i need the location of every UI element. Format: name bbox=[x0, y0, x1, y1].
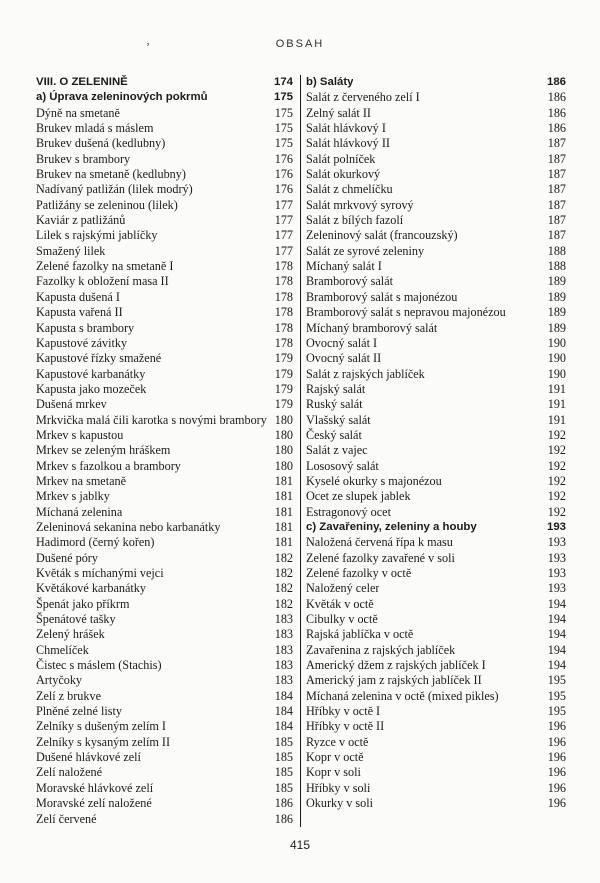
toc-entry-page: 183 bbox=[274, 673, 293, 688]
toc-entry bbox=[36, 704, 293, 719]
toc-entry bbox=[306, 336, 566, 351]
toc-entry bbox=[36, 643, 293, 658]
toc-entry-title: Chmelíček bbox=[36, 642, 89, 657]
toc-entry-page: 186 bbox=[274, 811, 293, 826]
toc-entry-page: 187 bbox=[547, 151, 566, 166]
toc-entry bbox=[36, 106, 293, 121]
toc-entry bbox=[36, 305, 293, 320]
toc-entry bbox=[306, 259, 566, 274]
toc-entry-page: 185 bbox=[274, 765, 293, 780]
toc-entry-title: Hříbky v octě I bbox=[306, 704, 381, 719]
toc-entry-title: Mrkev se zeleným hráškem bbox=[36, 443, 171, 458]
toc-entry-title: Mrkev s jablky bbox=[36, 489, 110, 504]
toc-entry-page: 175 bbox=[273, 91, 293, 104]
toc-entry-page: 189 bbox=[547, 274, 566, 289]
toc-entry-page: 194 bbox=[547, 596, 566, 611]
toc-entry-title: Moravské zelí naložené bbox=[36, 796, 152, 811]
toc-entry-title: Dušená mrkev bbox=[36, 397, 107, 412]
toc-entry bbox=[306, 566, 566, 581]
toc-entry bbox=[306, 735, 566, 750]
toc-right-column bbox=[301, 75, 566, 827]
toc-entry-title: Salát z bílých fazolí bbox=[306, 213, 404, 228]
toc-entry-title: Květákové karbanátky bbox=[36, 581, 146, 596]
toc-entry-page: 189 bbox=[547, 289, 566, 304]
toc-entry-title: Zelené fazolky v octě bbox=[306, 566, 412, 580]
toc-entry bbox=[306, 413, 566, 428]
toc-entry bbox=[306, 397, 566, 412]
toc-entry-title: Kapustové karbanátky bbox=[36, 366, 146, 381]
toc-section-heading bbox=[36, 90, 293, 105]
toc-entry-page: 182 bbox=[274, 550, 293, 565]
toc-entry-page: 183 bbox=[274, 658, 293, 673]
toc-entry-title: Bramborový salát s majonézou bbox=[306, 289, 458, 304]
toc-entry-page: 186 bbox=[547, 105, 566, 120]
toc-entry-title: Salát z chmelíčku bbox=[306, 182, 393, 197]
toc-entry-title: Rajská jablíčka v octě bbox=[306, 627, 414, 642]
toc-entry-page: 177 bbox=[274, 228, 293, 243]
toc-entry-title: Brukev mladá s máslem bbox=[36, 121, 154, 136]
toc-entry bbox=[36, 520, 293, 535]
toc-entry-title: Mrkev s fazolkou a brambory bbox=[36, 458, 181, 473]
toc-entry-page: 181 bbox=[274, 535, 293, 550]
toc-entry-page: 188 bbox=[547, 243, 566, 258]
toc-section-heading bbox=[306, 520, 566, 535]
toc-entry bbox=[306, 213, 566, 228]
toc-entry-page: 179 bbox=[274, 366, 293, 381]
toc-entry bbox=[306, 704, 566, 719]
toc-entry-title: Ovocný salát I bbox=[306, 335, 378, 350]
toc-entry-title: Bramborový salát s nepravou majonézou bbox=[306, 305, 506, 320]
toc-entry-title: Salát z vajec bbox=[306, 443, 368, 458]
toc-entry-page: 193 bbox=[547, 581, 566, 596]
page-number: 415 bbox=[289, 838, 311, 852]
toc-entry-title: b) Saláty bbox=[306, 76, 354, 88]
toc-entry-title: Americký jam z rajských jablíček II bbox=[306, 673, 482, 688]
toc-entry-page: 182 bbox=[274, 581, 293, 596]
toc-entry-title: Salát ze syrové zeleniny bbox=[306, 243, 425, 258]
toc-entry bbox=[36, 351, 293, 366]
toc-entry bbox=[306, 581, 566, 596]
toc-entry-title: Moravské hlávkové zelí bbox=[36, 780, 154, 795]
toc-entry-page: 176 bbox=[274, 151, 293, 166]
toc-entry bbox=[306, 658, 566, 673]
toc-entry-title: Plněné zelné listy bbox=[36, 704, 122, 719]
toc-entry-page: 177 bbox=[274, 243, 293, 258]
toc-entry bbox=[36, 796, 293, 811]
toc-entry bbox=[36, 505, 293, 520]
toc-entry bbox=[306, 765, 566, 780]
toc-entry bbox=[306, 719, 566, 734]
toc-entry-page: 179 bbox=[274, 351, 293, 366]
toc-entry bbox=[36, 658, 293, 673]
toc-entry bbox=[306, 428, 566, 443]
toc-entry-page: 187 bbox=[547, 167, 566, 182]
toc-entry bbox=[36, 765, 293, 780]
ink-mark: ʼ bbox=[146, 40, 150, 54]
toc-entry-page: 196 bbox=[547, 796, 566, 811]
toc-entry-page: 183 bbox=[274, 642, 293, 657]
toc-entry bbox=[306, 612, 566, 627]
toc-entry-title: Špenát jako příkrm bbox=[36, 596, 130, 611]
toc-entry-title: Brukev na smetaně (kedlubny) bbox=[36, 167, 186, 182]
toc-entry-page: 189 bbox=[547, 320, 566, 335]
toc-entry bbox=[306, 351, 566, 366]
toc-entry-page: 185 bbox=[274, 780, 293, 795]
toc-entry-title: Bramborový salát bbox=[306, 274, 393, 289]
toc-entry bbox=[36, 198, 293, 213]
toc-entry bbox=[306, 597, 566, 612]
toc-entry bbox=[36, 612, 293, 627]
toc-entry-title: Zavařenina z rajských jablíček bbox=[306, 642, 456, 657]
toc-entry bbox=[306, 198, 566, 213]
toc-entry-page: 194 bbox=[547, 612, 566, 627]
toc-entry-page: 178 bbox=[274, 305, 293, 320]
toc-entry bbox=[36, 735, 293, 750]
toc-entry-title: VIII. O ZELENINĚ bbox=[36, 76, 128, 88]
toc-entry-page: 178 bbox=[274, 274, 293, 289]
toc-entry-page: 180 bbox=[274, 412, 293, 427]
toc-entry bbox=[36, 367, 293, 382]
toc-entry bbox=[36, 121, 293, 136]
toc-entry-title: Kopr v octě bbox=[306, 750, 364, 765]
toc-entry-page: 194 bbox=[547, 658, 566, 673]
toc-entry-title: Zelené fazolky na smetaně I bbox=[36, 259, 174, 274]
toc-entry-page: 187 bbox=[547, 213, 566, 228]
toc-entry-title: Dušené hlávkové zelí bbox=[36, 750, 141, 765]
toc-entry-page: 193 bbox=[547, 535, 566, 550]
toc-entry-title: Míchaná zelenina bbox=[36, 504, 123, 519]
toc-entry bbox=[36, 152, 293, 167]
toc-entry bbox=[36, 228, 293, 243]
toc-entry-title: Čistec s máslem (Stachis) bbox=[36, 658, 162, 673]
toc-entry-title: Květák s míchanými vejci bbox=[36, 566, 164, 580]
toc-entry-page: 192 bbox=[547, 443, 566, 458]
toc-entry-page: 194 bbox=[547, 642, 566, 657]
toc-entry-page: 175 bbox=[274, 105, 293, 120]
toc-entry-title: Nadívaný patližán (lilek modrý) bbox=[36, 182, 193, 197]
toc-entry-page: 182 bbox=[274, 566, 293, 580]
toc-entry-page: 192 bbox=[547, 458, 566, 473]
toc-entry-page: 196 bbox=[547, 765, 566, 780]
toc-entry-title: Salát z červeného zelí I bbox=[306, 90, 420, 105]
toc-entry bbox=[306, 459, 566, 474]
toc-entry-page: 192 bbox=[547, 473, 566, 488]
toc-entry bbox=[36, 259, 293, 274]
toc-entry-title: Kapustové řízky smažené bbox=[36, 351, 162, 366]
toc-entry-title: Míchaná zelenina v octě (mixed pikles) bbox=[306, 688, 499, 703]
toc-entry-title: Vlašský salát bbox=[306, 412, 371, 427]
toc-entry-page: 192 bbox=[547, 489, 566, 504]
toc-entry bbox=[306, 182, 566, 197]
toc-entry bbox=[306, 290, 566, 305]
toc-entry bbox=[306, 136, 566, 151]
toc-entry-page: 185 bbox=[274, 750, 293, 765]
toc-entry bbox=[306, 167, 566, 182]
toc-entry-title: Smažený lilek bbox=[36, 243, 106, 258]
toc-entry bbox=[36, 489, 293, 504]
toc-entry-title: Salát okurkový bbox=[306, 167, 381, 182]
toc-entry-page: 196 bbox=[547, 734, 566, 749]
toc-entry-title: Kopr v soli bbox=[306, 765, 361, 780]
toc-entry-page: 175 bbox=[274, 136, 293, 151]
toc-entry-page: 196 bbox=[547, 750, 566, 765]
toc-entry-title: Mrkvička malá čili karotka s novými brambory bbox=[36, 412, 267, 427]
toc-entry bbox=[306, 643, 566, 658]
toc-entry-page: 186 bbox=[274, 796, 293, 811]
toc-entry-title: Kapusta dušená I bbox=[36, 289, 120, 304]
toc-entry-page: 191 bbox=[547, 412, 566, 427]
toc-entry bbox=[36, 673, 293, 688]
toc-entry-title: Estragonový ocet bbox=[306, 504, 391, 519]
toc-entry-title: Salát polníček bbox=[306, 151, 376, 166]
toc-entry-title: Ruský salát bbox=[306, 397, 363, 412]
toc-entry bbox=[36, 535, 293, 550]
toc-entry bbox=[306, 382, 566, 397]
toc-entry-page: 186 bbox=[547, 121, 566, 136]
toc-entry-title: Rajský salát bbox=[306, 381, 366, 396]
toc-entry-title: Salát mrkvový syrový bbox=[306, 197, 414, 212]
toc-entry-title: Dýně na smetaně bbox=[36, 105, 120, 120]
toc-entry bbox=[306, 750, 566, 765]
toc-entry-title: Květák v octě bbox=[306, 596, 374, 611]
toc-entry bbox=[36, 581, 293, 596]
toc-entry-page: 174 bbox=[273, 76, 293, 88]
toc-entry-page: 181 bbox=[274, 504, 293, 519]
toc-entry-page: 191 bbox=[547, 397, 566, 412]
toc-entry bbox=[306, 90, 566, 105]
toc-entry-title: Cibulky v octě bbox=[306, 612, 378, 627]
toc-entry-title: Zelené fazolky zavařené v soli bbox=[306, 550, 455, 565]
toc-entry-title: Kapusta jako mozeček bbox=[36, 381, 147, 396]
toc-entry bbox=[36, 413, 293, 428]
toc-entry-page: 190 bbox=[547, 351, 566, 366]
toc-entry bbox=[306, 627, 566, 642]
toc-entry-page: 187 bbox=[547, 228, 566, 243]
toc-entry-page: 181 bbox=[274, 519, 293, 534]
toc-entry-title: Špenátové tašky bbox=[36, 612, 116, 627]
toc-entry bbox=[306, 121, 566, 136]
toc-entry bbox=[36, 597, 293, 612]
page-header-title: OBSAH bbox=[275, 38, 325, 50]
toc-entry-page: 186 bbox=[546, 76, 566, 88]
toc-entry-title: Brukev dušená (kedlubny) bbox=[36, 136, 166, 151]
toc-entry bbox=[36, 781, 293, 796]
toc-entry bbox=[36, 459, 293, 474]
toc-entry-page: 178 bbox=[274, 320, 293, 335]
toc-entry-title: Kaviár z patližánů bbox=[36, 213, 126, 228]
toc-entry-page: 192 bbox=[547, 427, 566, 442]
toc-entry bbox=[306, 551, 566, 566]
toc-entry-title: Kyselé okurky s majonézou bbox=[306, 473, 442, 488]
toc-entry-page: 178 bbox=[274, 335, 293, 350]
toc-entry-title: Kapusta vařená II bbox=[36, 305, 123, 320]
toc-entry-page: 186 bbox=[547, 90, 566, 105]
toc-entry-page: 183 bbox=[274, 627, 293, 642]
toc-entry-page: 180 bbox=[274, 427, 293, 442]
toc-entry bbox=[306, 367, 566, 382]
toc-entry bbox=[36, 443, 293, 458]
toc-entry bbox=[306, 305, 566, 320]
toc-entry bbox=[306, 689, 566, 704]
toc-entry-page: 178 bbox=[274, 259, 293, 274]
toc-entry bbox=[36, 689, 293, 704]
toc-entry-page: 180 bbox=[274, 443, 293, 458]
toc-entry bbox=[36, 182, 293, 197]
toc-entry bbox=[306, 274, 566, 289]
toc-entry bbox=[306, 535, 566, 550]
toc-entry bbox=[36, 428, 293, 443]
toc-entry bbox=[306, 321, 566, 336]
toc-entry-page: 193 bbox=[547, 550, 566, 565]
toc-entry bbox=[36, 627, 293, 642]
toc-entry bbox=[36, 136, 293, 151]
toc-entry-title: Míchaný bramborový salát bbox=[306, 320, 438, 335]
toc-entry-page: 177 bbox=[274, 197, 293, 212]
toc-entry bbox=[36, 474, 293, 489]
toc-entry-page: 175 bbox=[274, 121, 293, 136]
toc-entry bbox=[36, 321, 293, 336]
toc-entry-title: Ryzce v octě bbox=[306, 734, 369, 749]
toc-entry bbox=[306, 244, 566, 259]
toc-entry bbox=[36, 719, 293, 734]
toc-entry-title: Brukev s brambory bbox=[36, 151, 131, 166]
toc-entry-page: 188 bbox=[547, 259, 566, 274]
toc-entry bbox=[306, 474, 566, 489]
toc-entry bbox=[36, 750, 293, 765]
toc-entry-title: c) Zavařeniny, zeleniny a houby bbox=[306, 520, 477, 533]
toc-entry-page: 187 bbox=[547, 136, 566, 151]
toc-entry-title: Naložená červená řípa k masu bbox=[306, 535, 453, 550]
toc-entry-page: 184 bbox=[274, 719, 293, 734]
toc-entry-page: 181 bbox=[274, 473, 293, 488]
toc-entry bbox=[36, 551, 293, 566]
toc-entry-page: 177 bbox=[274, 213, 293, 228]
toc-entry-title: Hříbky v octě II bbox=[306, 719, 385, 734]
toc-entry-title: Zelí naložené bbox=[36, 765, 102, 780]
toc-entry-title: Ovocný salát II bbox=[306, 351, 382, 366]
toc-entry-page: 187 bbox=[547, 197, 566, 212]
toc-section-heading bbox=[306, 75, 566, 90]
toc-entry-page: 182 bbox=[274, 596, 293, 611]
toc-entry-title: Zelníky s dušeným zelím I bbox=[36, 719, 166, 734]
toc-entry bbox=[36, 566, 293, 581]
toc-entry bbox=[306, 796, 566, 811]
toc-entry bbox=[306, 152, 566, 167]
toc-entry-title: Dušené póry bbox=[36, 550, 98, 565]
toc-entry bbox=[306, 106, 566, 121]
toc-entry-page: 191 bbox=[547, 381, 566, 396]
toc-entry bbox=[36, 244, 293, 259]
toc-entry-title: Mrkev s kapustou bbox=[36, 427, 124, 442]
toc-entry-title: Salát z rajských jablíček bbox=[306, 366, 425, 381]
table-of-contents bbox=[36, 75, 567, 827]
toc-entry bbox=[36, 812, 293, 827]
toc-entry bbox=[306, 781, 566, 796]
toc-entry bbox=[36, 397, 293, 412]
toc-entry-page: 189 bbox=[547, 305, 566, 320]
toc-entry bbox=[306, 505, 566, 520]
toc-entry-title: Český salát bbox=[306, 427, 362, 442]
toc-entry-title: Salát hlávkový II bbox=[306, 136, 390, 151]
toc-entry bbox=[306, 228, 566, 243]
toc-entry bbox=[36, 290, 293, 305]
toc-entry-page: 184 bbox=[274, 704, 293, 719]
toc-entry bbox=[306, 443, 566, 458]
toc-entry-title: Zelníky s kysaným zelím II bbox=[36, 734, 171, 749]
toc-entry-title: a) Úprava zeleninových pokrmů bbox=[36, 91, 208, 104]
toc-entry-page: 176 bbox=[274, 182, 293, 197]
toc-entry-title: Hadimord (černý kořen) bbox=[36, 535, 155, 550]
toc-entry-page: 196 bbox=[547, 719, 566, 734]
toc-entry-title: Artyčoky bbox=[36, 673, 83, 688]
toc-entry-page: 176 bbox=[274, 167, 293, 182]
toc-entry-page: 194 bbox=[547, 627, 566, 642]
toc-entry bbox=[36, 274, 293, 289]
toc-entry-title: Zelený hrášek bbox=[36, 627, 105, 642]
toc-entry-title: Zelí červené bbox=[36, 811, 97, 826]
toc-entry-page: 192 bbox=[547, 504, 566, 519]
toc-entry-title: Naložený celer bbox=[306, 581, 380, 596]
toc-entry-page: 180 bbox=[274, 458, 293, 473]
toc-entry-page: 193 bbox=[547, 566, 566, 580]
toc-entry-title: Zelí z brukve bbox=[36, 688, 101, 703]
toc-entry-title: Kapustové závitky bbox=[36, 335, 128, 350]
toc-entry-title: Kapusta s brambory bbox=[36, 320, 135, 335]
toc-entry-title: Patližány se zeleninou (lilek) bbox=[36, 197, 178, 212]
toc-entry-title: Okurky v soli bbox=[306, 796, 374, 811]
toc-entry-title: Salát hlávkový I bbox=[306, 121, 386, 136]
toc-entry-page: 184 bbox=[274, 688, 293, 703]
toc-section-heading bbox=[36, 75, 293, 90]
toc-entry-page: 193 bbox=[546, 520, 566, 533]
toc-entry bbox=[306, 673, 566, 688]
toc-entry-page: 183 bbox=[274, 612, 293, 627]
toc-entry bbox=[36, 336, 293, 351]
toc-entry-page: 190 bbox=[547, 366, 566, 381]
toc-entry-page: 195 bbox=[547, 688, 566, 703]
toc-entry-page: 179 bbox=[274, 381, 293, 396]
toc-entry-title: Lososový salát bbox=[306, 458, 379, 473]
toc-entry-title: Zeleninový salát (francouzský) bbox=[306, 228, 458, 243]
toc-entry-title: Hříbky v soli bbox=[306, 780, 371, 795]
toc-entry-page: 190 bbox=[547, 335, 566, 350]
toc-entry-page: 181 bbox=[274, 489, 293, 504]
toc-entry-title: Americký džem z rajských jablíček I bbox=[306, 658, 486, 673]
toc-entry-page: 187 bbox=[547, 182, 566, 197]
toc-entry-title: Fazolky k obložení masa II bbox=[36, 274, 169, 289]
toc-entry-page: 179 bbox=[274, 397, 293, 412]
toc-entry-title: Zeleninová sekanina nebo karbanátky bbox=[36, 519, 221, 534]
toc-entry bbox=[36, 382, 293, 397]
toc-entry bbox=[306, 489, 566, 504]
toc-entry-page: 195 bbox=[547, 704, 566, 719]
toc-left-column bbox=[36, 75, 301, 827]
toc-entry-page: 195 bbox=[547, 673, 566, 688]
toc-entry-title: Míchaný salát I bbox=[306, 259, 382, 274]
toc-entry-title: Zelný salát II bbox=[306, 105, 371, 120]
toc-entry-title: Ocet ze slupek jablek bbox=[306, 489, 411, 504]
toc-entry-title: Mrkev na smetaně bbox=[36, 473, 127, 488]
toc-entry bbox=[36, 167, 293, 182]
toc-entry-page: 178 bbox=[274, 289, 293, 304]
toc-entry-title: Lilek s rajskými jablíčky bbox=[36, 228, 158, 243]
toc-entry-page: 196 bbox=[547, 780, 566, 795]
toc-entry-page: 185 bbox=[274, 734, 293, 749]
toc-entry bbox=[36, 213, 293, 228]
